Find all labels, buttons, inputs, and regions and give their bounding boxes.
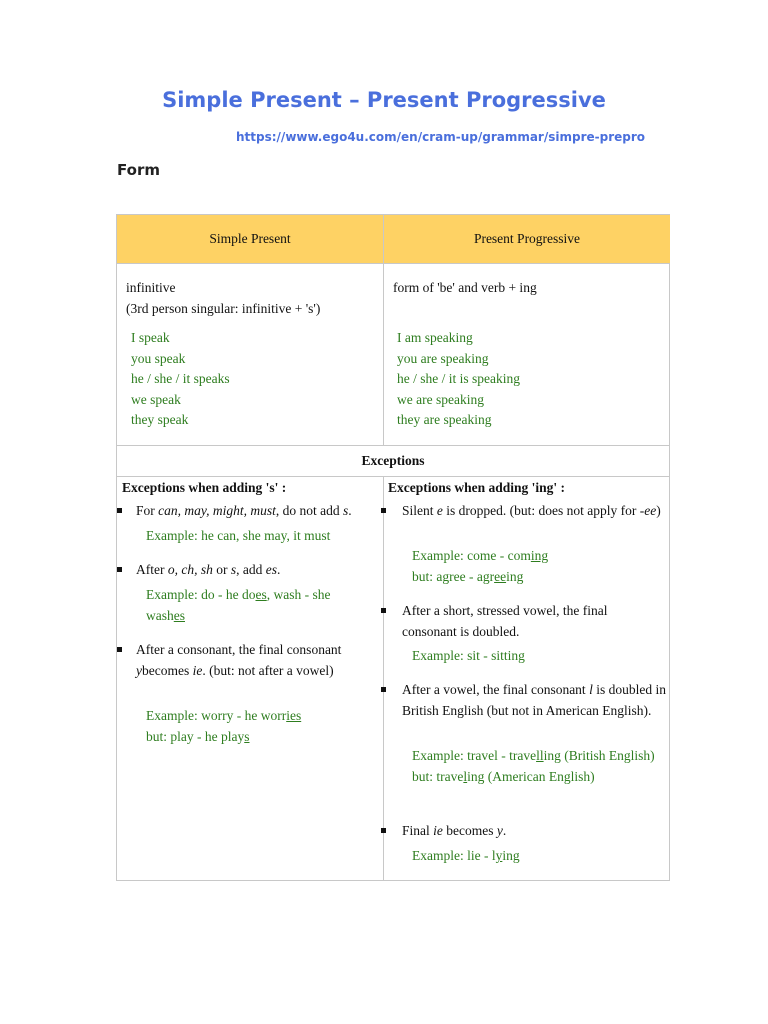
present-progressive-examples — [397, 328, 657, 431]
example-line: I speak — [131, 330, 170, 345]
exc-s-header: Exceptions when adding 's' : — [122, 480, 287, 495]
grammar-table: Simple Present Present Progressive infinitive (3rd person singular: infinitive + 's') I speak you speak he / she / it speaks we speak they speak form of 'be' and verb + ing I am speaking you are speaking he / she / it is speaking we are speaking they are speaking Exceptions Exceptions when adding 's' : For can, may, might, must, do not add s. Example: he can, she may, it must After o, ch, sh or s, add es. Example: do - he does, wash - she washes After a consonant, the final consonant ybecomes ie. (but: not after a vowel) Example: worry - he worries but: play - he plays Exceptions when adding 'ing' : Silent e is dropped. (but: does not apply for -ee) Example: come - coming but: agree - agreeing After a short, stressed vowel, the final consonant is doubled. Example: sit - sitting After a vowel, the final consonant l is doubled in British English (but not in American English). Example: travel - travelling (British English) but: traveling (American English) Final ie becomes y. Example: lie - lying — [116, 214, 670, 881]
bullet-icon — [117, 508, 122, 513]
form-line: form of 'be' and verb + ing — [393, 280, 537, 295]
example-line: we are speaking — [397, 391, 484, 407]
bullet-icon — [381, 608, 386, 613]
present-progressive-form — [393, 278, 663, 299]
header-label: Present Progressive — [473, 231, 581, 246]
header-simple-present — [117, 215, 383, 263]
example-line: he / she / it speaks — [131, 371, 230, 386]
exc-ing-header: Exceptions when adding 'ing' : — [388, 480, 566, 495]
example-line: you are speaking — [397, 350, 489, 366]
example-line: I am speaking — [397, 330, 473, 345]
page-title: Simple Present – Present Progressive — [162, 88, 606, 112]
header-present-progressive — [384, 215, 670, 263]
bullet-icon — [381, 828, 386, 833]
header-label: Simple Present — [209, 231, 291, 246]
simple-present-examples — [131, 328, 371, 431]
example-line: they are speaking — [397, 412, 492, 427]
example-line: we speak — [131, 391, 181, 407]
bullet-icon — [117, 567, 122, 572]
exceptions-header — [117, 446, 669, 476]
simple-present-form — [126, 278, 376, 319]
example-line: he / she / it is speaking — [397, 371, 520, 386]
bullet-icon — [381, 687, 386, 692]
source-link[interactable]: https://www.ego4u.com/en/cram-up/grammar/simpre-prepro — [236, 130, 646, 144]
bullet-icon — [381, 508, 386, 513]
section-heading: Form — [117, 161, 160, 179]
form-line: (3rd person singular: infinitive + 's') — [126, 300, 321, 316]
exceptions-label: Exceptions — [361, 453, 425, 468]
example-line: you speak — [131, 350, 186, 366]
example-line: they speak — [131, 412, 189, 427]
form-line: infinitive — [126, 280, 176, 295]
bullet-icon — [117, 647, 122, 652]
